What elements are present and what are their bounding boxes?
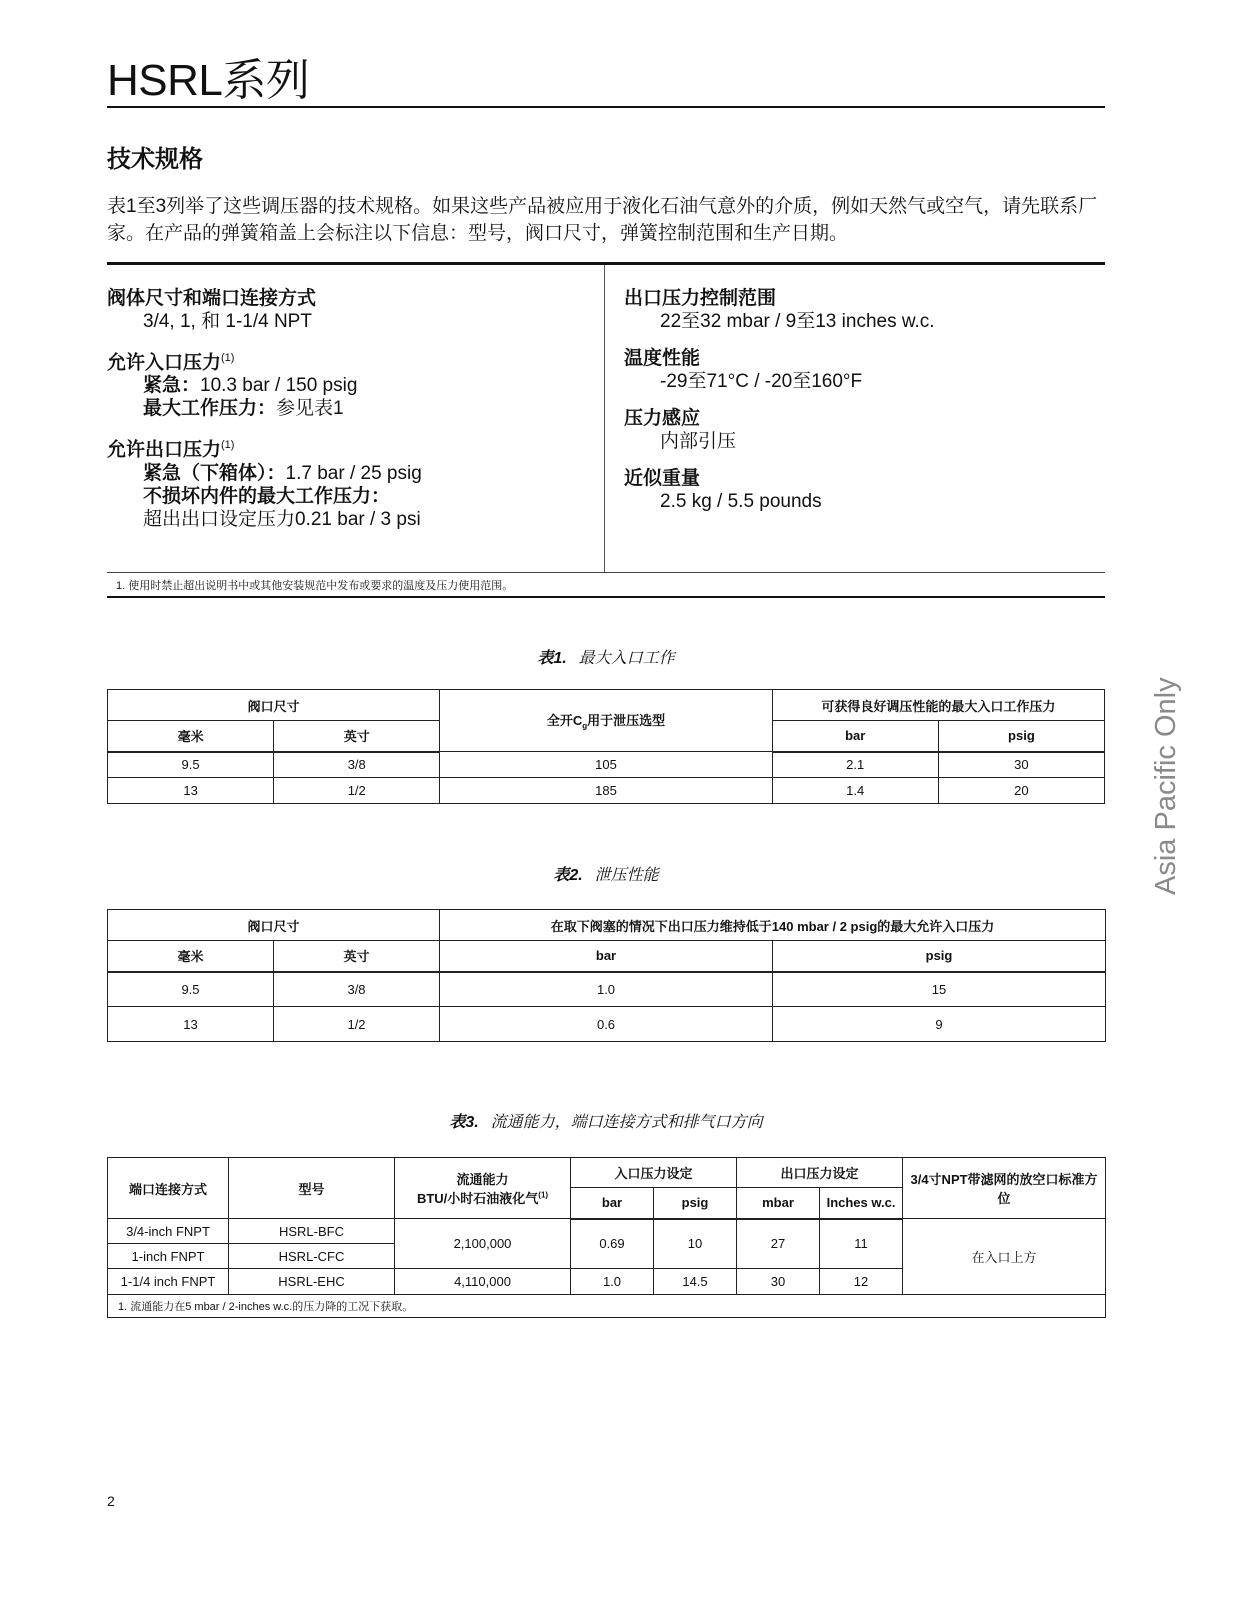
spec-divider: [604, 265, 605, 573]
cell-flow: 4,110,000: [395, 1269, 571, 1295]
table-footnote-row: [108, 1295, 1106, 1318]
footnote-ref: (1): [221, 352, 235, 364]
spec-sublabel: 紧急：: [143, 375, 201, 397]
cell-psig: 9: [773, 1007, 1106, 1042]
spec-value: 2.5 kg / 5.5 pounds: [660, 491, 822, 512]
table2-caption: [107, 862, 1105, 885]
table-row: [108, 972, 1106, 1007]
cell-mm: 9.5: [108, 972, 274, 1007]
cell-connection: 3/4-inch FNPT: [108, 1219, 229, 1244]
header-max-inlet: 在取下阀塞的情况下出口压力维持低于140 mbar / 2 psig的最大允许入口压力: [440, 910, 1106, 941]
spec-value: 10.3 bar / 150 psig: [200, 375, 358, 397]
cell-mm: 9.5: [108, 752, 274, 778]
cell-psig: 20: [938, 778, 1104, 804]
caption-text: 最大入口工作: [578, 650, 675, 667]
header-mm: 毫米: [108, 941, 274, 972]
caption-number: 表3.: [449, 1114, 479, 1131]
header-mbar: mbar: [737, 1188, 820, 1219]
spec-value: 超出出口设定压力0.21 bar / 3 psi: [143, 508, 421, 530]
spec-label: 允许入口压力: [107, 352, 222, 374]
table-row: [108, 778, 1105, 804]
table3: [107, 1157, 1106, 1318]
table-row: [108, 1007, 1106, 1042]
header-inches-wc: Inches w.c.: [820, 1188, 903, 1219]
spec-label: 温度性能: [624, 348, 701, 369]
cell-mbar: 27: [737, 1219, 820, 1269]
table-row: [108, 1219, 1106, 1244]
header-cg: 全开$C_g$用于泄压选型: [440, 690, 772, 752]
spec-outlet-range: [624, 287, 1094, 333]
spec-label: 近似重量: [624, 468, 701, 489]
header-vent: 3/4寸NPT带滤网的放空口标准方位: [903, 1158, 1106, 1219]
cell-in: 1/2: [274, 1007, 440, 1042]
spec-bottom-rule: [107, 596, 1105, 598]
spec-label: 出口压力控制范围: [624, 288, 777, 309]
caption-number: 表1.: [537, 650, 567, 667]
spec-weight: [624, 467, 1094, 513]
table3-footnote: 1. 流通能力在5 mbar / 2-inches w.c.的压力降的工况下获取。: [108, 1295, 1106, 1318]
cell-bar: 0.69: [571, 1219, 654, 1269]
header-flow: 流通能力 BTU/小时石油液化气$^{(1)}$: [395, 1158, 571, 1219]
caption-text: 泄压性能: [594, 867, 659, 884]
cell-vent: 在入口上方: [903, 1219, 1106, 1295]
cell-psig: 14.5: [654, 1269, 737, 1295]
cell-psig: 10: [654, 1219, 737, 1269]
title-rule: [107, 106, 1105, 108]
caption-number: 表2.: [553, 867, 583, 884]
header-bar: bar: [571, 1188, 654, 1219]
table2: [107, 909, 1106, 1042]
spec-outlet-pressure: [107, 434, 577, 530]
cell-bar: 1.4: [772, 778, 938, 804]
spec-right-column: [624, 287, 1094, 527]
cell-psig: 15: [773, 972, 1106, 1007]
spec-value: 22至32 mbar / 9至13 inches w.c.: [660, 311, 935, 332]
cell-inches-wc: 12: [820, 1269, 903, 1295]
cell-connection: 1-1/4 inch FNPT: [108, 1269, 229, 1295]
cell-model: HSRL-CFC: [229, 1244, 395, 1269]
spec-value: -29至71°C / -20至160°F: [660, 371, 863, 392]
header-psig: psig: [654, 1188, 737, 1219]
header-model: 型号: [229, 1158, 395, 1219]
header-bar: bar: [440, 941, 773, 972]
spec-mid-rule: [107, 572, 1105, 573]
spec-body-size: [107, 287, 577, 333]
spec-value: 3/4, 1, 和 1-1/4 NPT: [143, 311, 312, 332]
page-title: HSRL系列: [107, 56, 310, 105]
cell-cg: 185: [440, 778, 772, 804]
cell-mm: 13: [108, 778, 274, 804]
cell-model: HSRL-EHC: [229, 1269, 395, 1295]
spec-top-rule: [107, 262, 1105, 265]
spec-sublabel: 紧急（下箱体）：: [143, 462, 286, 484]
caption-text: 流通能力，端口连接方式和排气口方向: [490, 1114, 763, 1131]
spec-value: 参见表1: [276, 398, 344, 420]
spec-label: 允许出口压力: [107, 439, 222, 461]
header-psig: psig: [938, 721, 1104, 752]
spec-label: 阀体尺寸和端口连接方式: [107, 288, 317, 309]
spec-sublabel: 最大工作压力：: [143, 398, 277, 420]
cell-bar: 2.1: [772, 752, 938, 778]
spec-temperature: [624, 347, 1094, 393]
spec-label: 压力感应: [624, 408, 701, 429]
header-mm: 毫米: [108, 721, 274, 752]
cell-psig: 30: [938, 752, 1104, 778]
cell-bar: 0.6: [440, 1007, 773, 1042]
header-inlet-setting: 入口压力设定: [571, 1158, 737, 1188]
header-orifice: 阀口尺寸: [108, 690, 440, 721]
cell-bar: 1.0: [571, 1269, 654, 1295]
cell-mm: 13: [108, 1007, 274, 1042]
cell-in: 3/8: [274, 972, 440, 1007]
spec-inlet-pressure: [107, 347, 577, 420]
spec-left-column: [107, 287, 577, 545]
footnote-ref: (1): [221, 439, 235, 452]
table1-caption: [107, 645, 1105, 668]
spec-sublabel: 不损坏内件的最大工作压力：: [143, 485, 391, 507]
page-number: 2: [107, 1493, 115, 1509]
cell-flow: 2,100,000: [395, 1219, 571, 1269]
cell-in: 1/2: [274, 778, 440, 804]
table3-caption: [107, 1109, 1105, 1132]
cell-cg: 105: [440, 752, 772, 778]
region-side-label: Asia Pacific Only: [1150, 677, 1182, 895]
cell-bar: 1.0: [440, 972, 773, 1007]
header-psig: psig: [773, 941, 1106, 972]
cell-mbar: 30: [737, 1269, 820, 1295]
header-connection: 端口连接方式: [108, 1158, 229, 1219]
header-in: 英寸: [274, 721, 440, 752]
cell-in: 3/8: [274, 752, 440, 778]
spec-value: 内部引压: [660, 431, 737, 452]
header-in: 英寸: [274, 941, 440, 972]
spec-footnote: 1. 使用时禁止超出说明书中或其他安装规范中发布或要求的温度及压力使用范围。: [116, 580, 514, 592]
spec-sensing: [624, 407, 1094, 453]
spec-value: 1.7 bar / 25 psig: [285, 462, 422, 484]
cell-inches-wc: 11: [820, 1219, 903, 1269]
cell-connection: 1-inch FNPT: [108, 1244, 229, 1269]
header-outlet-setting: 出口压力设定: [737, 1158, 903, 1188]
section-heading: 技术规格: [107, 146, 203, 173]
intro-paragraph: 表1至3列举了这些调压器的技术规格。如果这些产品被应用于液化石油气意外的介质，例如天然气或空气，请先联系厂家。在产品的弹簧箱盖上会标注以下信息：型号，阀口尺寸，弹簧控制范围和生产日期。: [107, 196, 1098, 244]
table1: [107, 689, 1105, 804]
header-bar: bar: [772, 721, 938, 752]
header-orifice: 阀口尺寸: [108, 910, 440, 941]
cell-model: HSRL-BFC: [229, 1219, 395, 1244]
table-row: [108, 752, 1105, 778]
header-max-inlet: 可获得良好调压性能的最大入口工作压力: [772, 690, 1104, 721]
